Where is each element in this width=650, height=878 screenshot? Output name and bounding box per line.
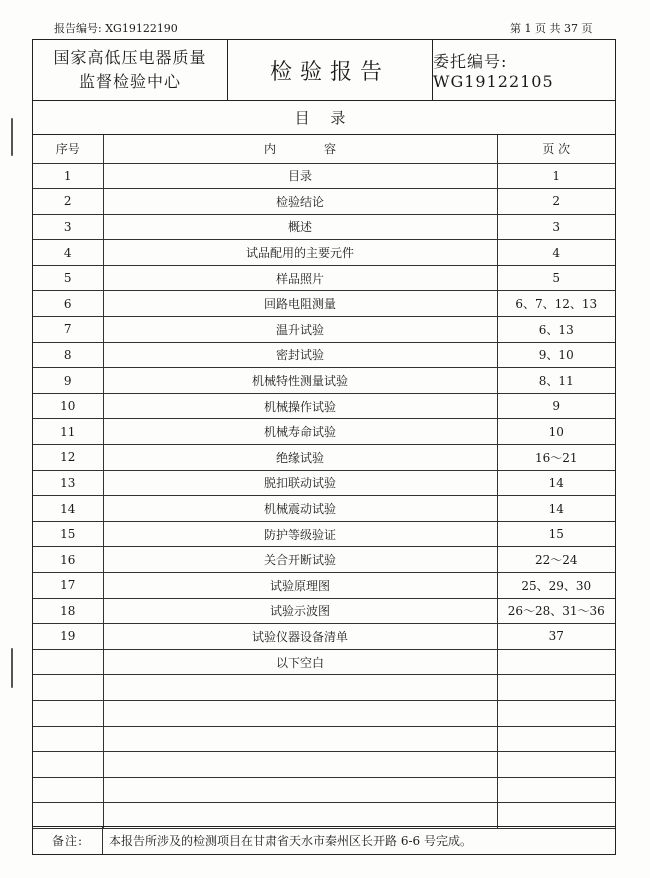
toc-row [33, 470, 615, 496]
toc-row [33, 598, 615, 624]
toc-row [33, 342, 615, 368]
toc-row-content: 绝缘试验 [103, 445, 497, 471]
toc-row-number: 5 [33, 265, 103, 291]
toc-row [33, 265, 615, 291]
toc-row-content [103, 726, 497, 752]
toc-row [33, 419, 615, 445]
toc-row [33, 317, 615, 343]
toc-row-number: 12 [33, 445, 103, 471]
toc-row [33, 726, 615, 752]
organization-line-1: 国家高低压电器质量 [53, 48, 207, 67]
toc-row [33, 445, 615, 471]
toc-row-page: 6、13 [497, 317, 615, 343]
toc-row-page [497, 777, 615, 803]
toc-row-number: 7 [33, 317, 103, 343]
toc-row-page [497, 675, 615, 701]
report-title: 检验报告 [228, 40, 433, 100]
toc-row-number [33, 700, 103, 726]
toc-row-page [497, 700, 615, 726]
toc-row [33, 291, 615, 317]
toc-row-content: 样品照片 [103, 265, 497, 291]
toc-row-number: 16 [33, 547, 103, 573]
toc-header-row [33, 135, 615, 163]
toc-table [33, 135, 615, 829]
toc-row [33, 649, 615, 675]
toc-row [33, 240, 615, 266]
toc-row-number: 13 [33, 470, 103, 496]
toc-row [33, 368, 615, 394]
toc-row [33, 163, 615, 189]
toc-row-number: 8 [33, 342, 103, 368]
toc-row-number: 9 [33, 368, 103, 394]
toc-row-page [497, 803, 615, 829]
toc-row-number: 15 [33, 521, 103, 547]
col-header-page: 页 次 [497, 135, 615, 163]
toc-row-number [33, 649, 103, 675]
toc-row-content: 机械震动试验 [103, 496, 497, 522]
toc-row [33, 700, 615, 726]
col-header-number: 序号 [33, 135, 103, 163]
toc-row-number [33, 752, 103, 778]
toc-row [33, 214, 615, 240]
toc-row-number: 1 [33, 163, 103, 189]
toc-row [33, 393, 615, 419]
toc-row-page: 9 [497, 393, 615, 419]
toc-row-content: 试验示波图 [103, 598, 497, 624]
toc-row-content: 温升试验 [103, 317, 497, 343]
toc-row-content: 关合开断试验 [103, 547, 497, 573]
toc-row-content: 以下空白 [103, 649, 497, 675]
toc-row-number: 4 [33, 240, 103, 266]
toc-row-number: 19 [33, 624, 103, 650]
remark-text: 本报告所涉及的检测项目在甘肃省天水市秦州区长开路 6-6 号完成。 [109, 834, 472, 848]
toc-row [33, 496, 615, 522]
toc-row-number: 14 [33, 496, 103, 522]
toc-row-content [103, 675, 497, 701]
toc-row-page: 16～21 [497, 445, 615, 471]
toc-row-content [103, 777, 497, 803]
toc-row-content: 机械操作试验 [103, 393, 497, 419]
toc-row-number: 18 [33, 598, 103, 624]
toc-row [33, 777, 615, 803]
toc-row-page: 4 [497, 240, 615, 266]
remark-label: 备注: [33, 827, 103, 854]
toc-row-number [33, 726, 103, 752]
toc-row-content [103, 700, 497, 726]
toc-row-page: 15 [497, 521, 615, 547]
toc-row-number: 6 [33, 291, 103, 317]
toc-row-content [103, 803, 497, 829]
entrust-number: 委托编号: WG19122105 [433, 52, 554, 91]
toc-row-page: 14 [497, 470, 615, 496]
toc-row-page: 14 [497, 496, 615, 522]
toc-row [33, 189, 615, 215]
toc-row [33, 521, 615, 547]
toc-row-content: 检验结论 [103, 189, 497, 215]
toc-row [33, 675, 615, 701]
toc-row-content: 回路电阻测量 [103, 291, 497, 317]
toc-row-page [497, 649, 615, 675]
toc-row-page: 1 [497, 163, 615, 189]
binding-mark-upper [11, 118, 13, 156]
binding-mark-lower [11, 648, 13, 688]
toc-row-page: 25、29、30 [497, 573, 615, 599]
toc-row [33, 803, 615, 829]
toc-row-page: 10 [497, 419, 615, 445]
toc-row-content: 试品配用的主要元件 [103, 240, 497, 266]
toc-row-page: 3 [497, 214, 615, 240]
toc-row [33, 752, 615, 778]
toc-row-page: 9、10 [497, 342, 615, 368]
page-indicator: 第 1 页 共 37 页 [510, 22, 593, 35]
toc-row-content: 机械特性测量试验 [103, 368, 497, 394]
toc-row-number: 17 [33, 573, 103, 599]
toc-row-content: 概述 [103, 214, 497, 240]
remark-row [33, 826, 615, 854]
toc-row-number: 10 [33, 393, 103, 419]
organization-line-2: 监督检验中心 [78, 72, 181, 91]
toc-row-content: 机械寿命试验 [103, 419, 497, 445]
toc-row-page: 22～24 [497, 547, 615, 573]
toc-row [33, 573, 615, 599]
toc-row-page: 8、11 [497, 368, 615, 394]
toc-row-content: 密封试验 [103, 342, 497, 368]
toc-row-page [497, 726, 615, 752]
toc-row-page: 26～28、31～36 [497, 598, 615, 624]
toc-row-number [33, 777, 103, 803]
toc-row-content: 试验原理图 [103, 573, 497, 599]
toc-row-content: 脱扣联动试验 [103, 470, 497, 496]
toc-row-number: 3 [33, 214, 103, 240]
toc-title: 目 录 [33, 101, 615, 135]
toc-row-content: 试验仪器设备清单 [103, 624, 497, 650]
toc-row-content [103, 752, 497, 778]
toc-row-page: 37 [497, 624, 615, 650]
toc-row-page: 5 [497, 265, 615, 291]
organization-name [33, 40, 228, 100]
toc-row-page: 2 [497, 189, 615, 215]
toc-row-content: 防护等级验证 [103, 521, 497, 547]
toc-row-number [33, 675, 103, 701]
toc-row [33, 547, 615, 573]
toc-row-number: 11 [33, 419, 103, 445]
toc-row-content: 目录 [103, 163, 497, 189]
col-header-content: 内 容 [103, 135, 497, 163]
toc-box [32, 101, 616, 855]
toc-row-page: 6、7、12、13 [497, 291, 615, 317]
toc-row-page [497, 752, 615, 778]
toc-row-number [33, 803, 103, 829]
toc-row-number: 2 [33, 189, 103, 215]
toc-row [33, 624, 615, 650]
report-header [32, 39, 616, 101]
report-number: 报告编号: XG19122190 [54, 22, 178, 35]
